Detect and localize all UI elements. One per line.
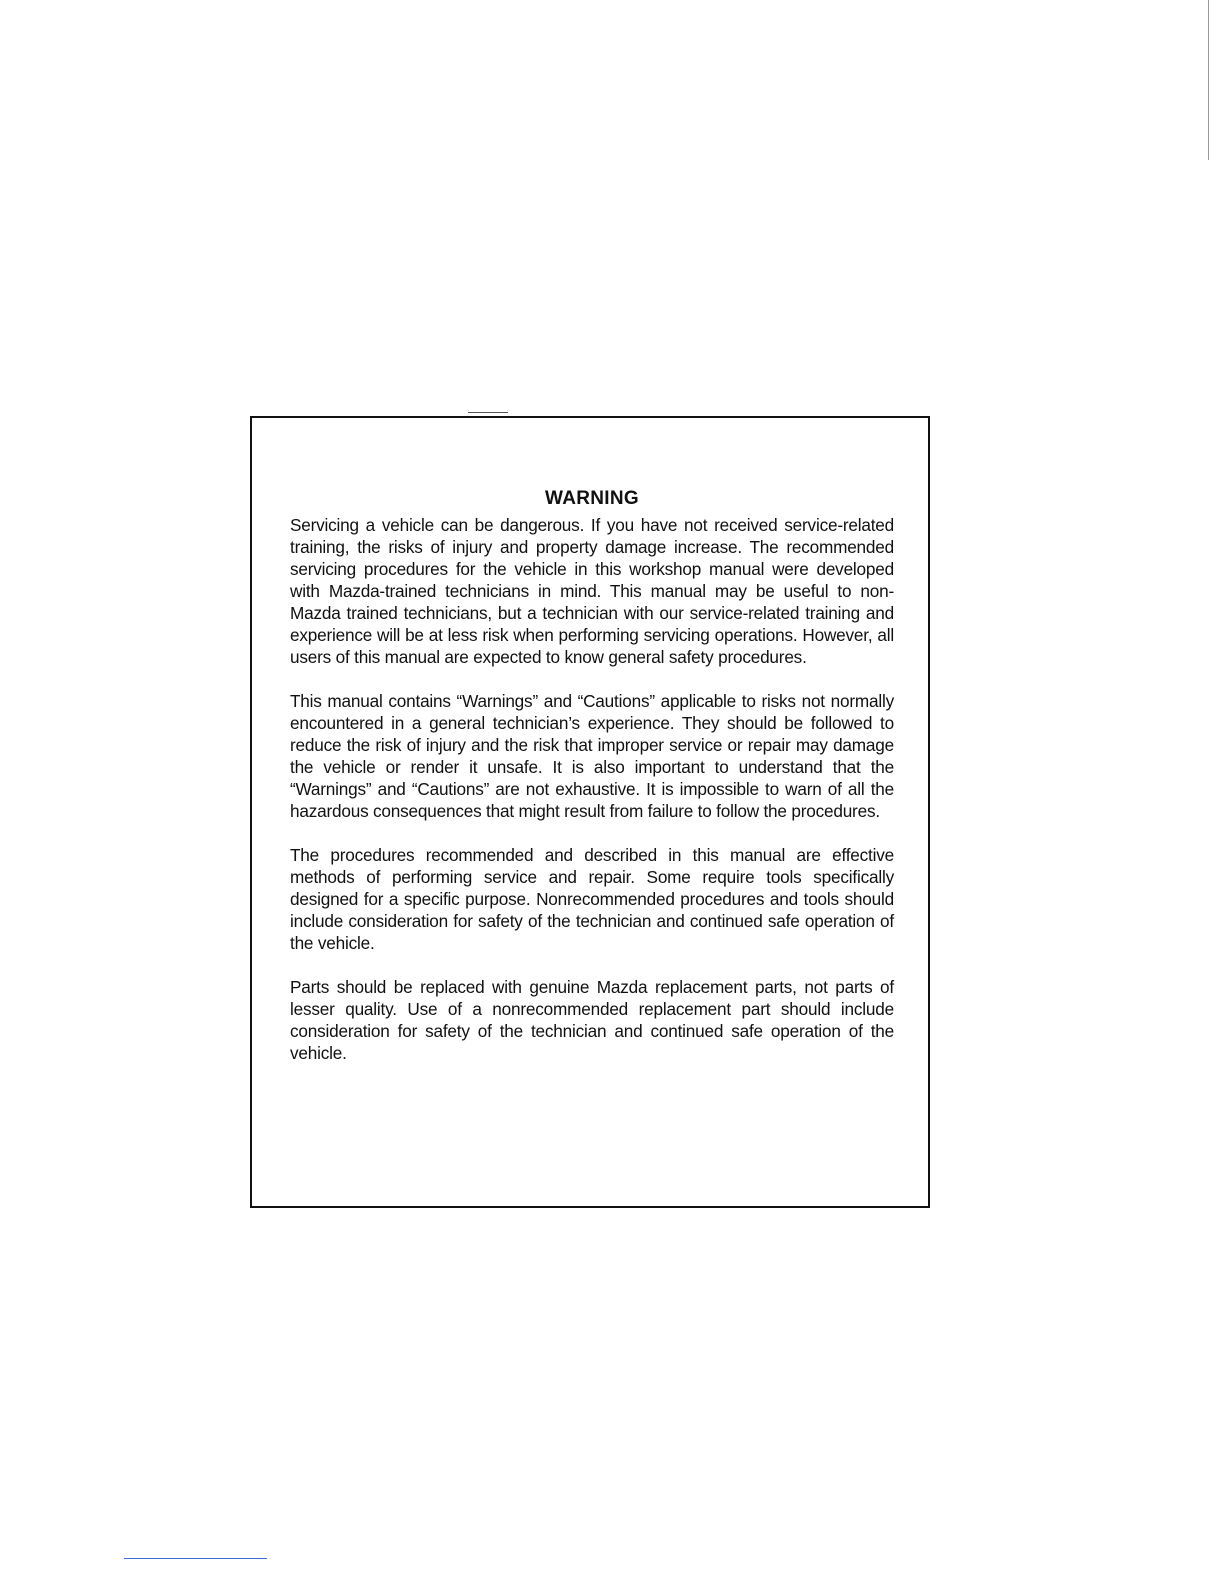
scan-edge-mark [468,412,508,413]
warning-paragraph-servicing: Servicing a vehicle can be dangerous. If you have not received service-related training, the risks of injury and property damage increase. The recommended servicing procedures for the vehicle in this workshop manual were developed with Mazda-trained technicians in mind. This manual may be useful to non-Mazda trained technicians, but a technician with our service-related training and experience will be at less risk when performing servicing operations. However, all users of this manual are expected to know general safety procedures. [290,515,894,667]
footer-rule [124,1558,267,1559]
warning-title: WARNING [545,488,639,509]
scan-edge-mark [1208,0,1209,160]
warning-paragraph-procedures: The procedures recommended and described in this manual are effective methods of performing service and repair. Some require tools specifically designed for a specific purpose. Nonrecommended procedures and tools should include consideration for safety of the technician and continued safe operation of the vehicle. [290,845,894,953]
warning-box [250,416,930,1208]
warning-paragraph-warnings-cautions: This manual contains “Warnings” and “Cautions” applicable to risks not normally encountered in a general technician’s experience. They should be followed to reduce the risk of injury and the risk that improper service or repair may damage the vehicle or render it unsafe. It is also important to understand that the “Warnings” and “Cautions” are not exhaustive. It is impossible to warn of all the hazardous consequences that might result from failure to follow the procedures. [290,691,894,821]
warning-content [290,488,894,1064]
warning-paragraph-parts: Parts should be replaced with genuine Mazda replacement parts, not parts of lesser quality. Use of a nonrecommended replacement part should include consideration for safety of the technician and continued safe operation of the vehicle. [290,977,894,1063]
